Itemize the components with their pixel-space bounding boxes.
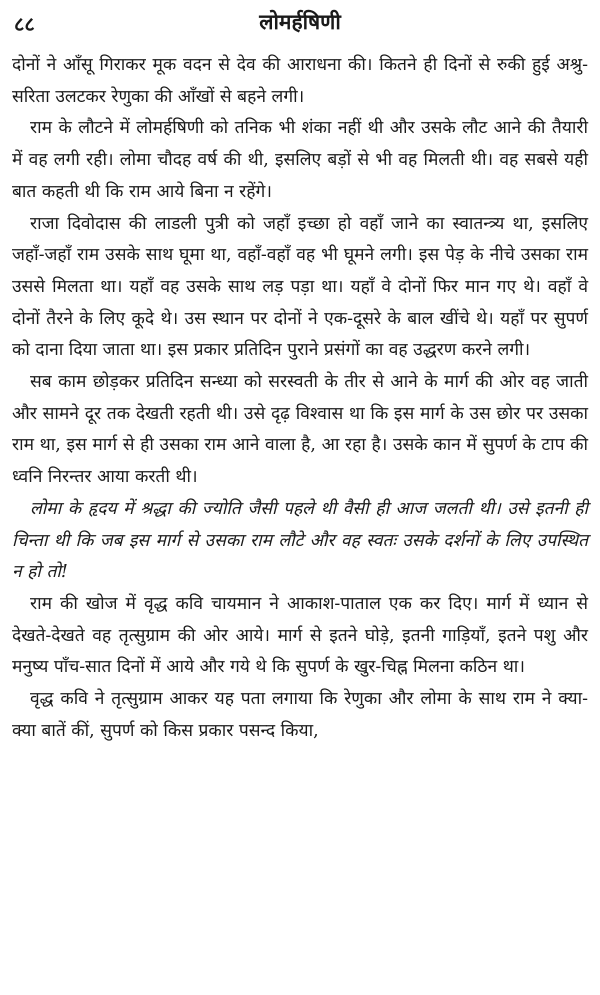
paragraph: राम के लौटने में लोमर्हषिणी को तनिक भी शंका नहीं थी और उसके लौट आने की तैयारी में वह लगी रही। लोमा चौदह वर्ष की थी, इसलिए बड़ों से भी वह मिलती थी। वह सबसे यही बात कहती थी कि राम आये बिना न रहेंगे। <box>12 118 588 202</box>
page-number: ८८ <box>14 12 35 36</box>
paragraph: सब काम छोड़कर प्रतिदिन सन्ध्या को सरस्वती के तीर से आने के मार्ग की ओर वह जाती और सामने दूर तक देखती रहती थी। उसे दृढ़ विश्वास था कि इस मार्ग के उस छोर पर उसका राम था, इस मार्ग से ही उसका राम आने वाला है, आ रहा है। उसके कान में सुपर्ण के टाप की ध्वनि निरन्तर आया करती थी। <box>12 372 588 488</box>
running-title: लोमर्हषिणी <box>259 9 341 34</box>
paragraph: दोनों ने आँसू गिराकर मूक वदन से देव की आराधना की। कितने ही दिनों से रुकी हुई अश्रु-सरिता उलटकर रेणुका की आँखों से बहने लगी। <box>12 55 588 107</box>
body-text <box>12 50 588 747</box>
paragraph: राम की खोज में वृद्ध कवि चायमान ने आकाश-पाताल एक कर दिए। मार्ग में ध्यान से देखते-देखते वह तृत्सुग्राम की ओर आये। मार्ग से इतने घोड़े, इतनी गाड़ियाँ, इतने पशु और मनुष्य पाँच-सात दिनों में आये और गये थे कि सुपर्ण के खुर-चिह्न मिलना कठिन था। <box>12 593 588 678</box>
page-header <box>12 6 588 50</box>
paragraph: वृद्ध कवि ने तृत्सुग्राम आकर यह पता लगाया कि रेणुका और लोमा के साथ राम ने क्या-क्या बातें कीं, सुपर्ण को किस प्रकार पसन्द किया, <box>12 689 588 741</box>
paragraph: लोमा के हृदय में श्रद्धा की ज्योति जैसी पहले थी वैसी ही आज जलती थी। उसे इतनी ही चिन्ता थी कि जब इस मार्ग से उसका राम लौटे और वह स्वतः उसके दर्शनों के लिए उपस्थित न हो तो! <box>12 498 588 583</box>
paragraph: राजा दिवोदास की लाडली पुत्री को जहाँ इच्छा हो वहाँ जाने का स्वातन्त्र्य था, इसलिए जहाँ-जहाँ राम उसके साथ घूमा था, वहाँ-वहाँ वह भी घूमने लगी। इस पेड़ के नीचे उसका राम उससे मिलता था। यहाँ वह उसके साथ लड़ पड़ा था। यहाँ वे दोनों फिर मान गए थे। वहाँ वे दोनों तैरने के लिए कूदे थे। उस स्थान पर दोनों ने एक-दूसरे के बाल खींचे थे। यहाँ पर सुपर्ण को दाना दिया जाता था। इस प्रकार प्रतिदिन पुराने प्रसंगों का वह उद्धरण करने लगी। <box>12 213 588 361</box>
